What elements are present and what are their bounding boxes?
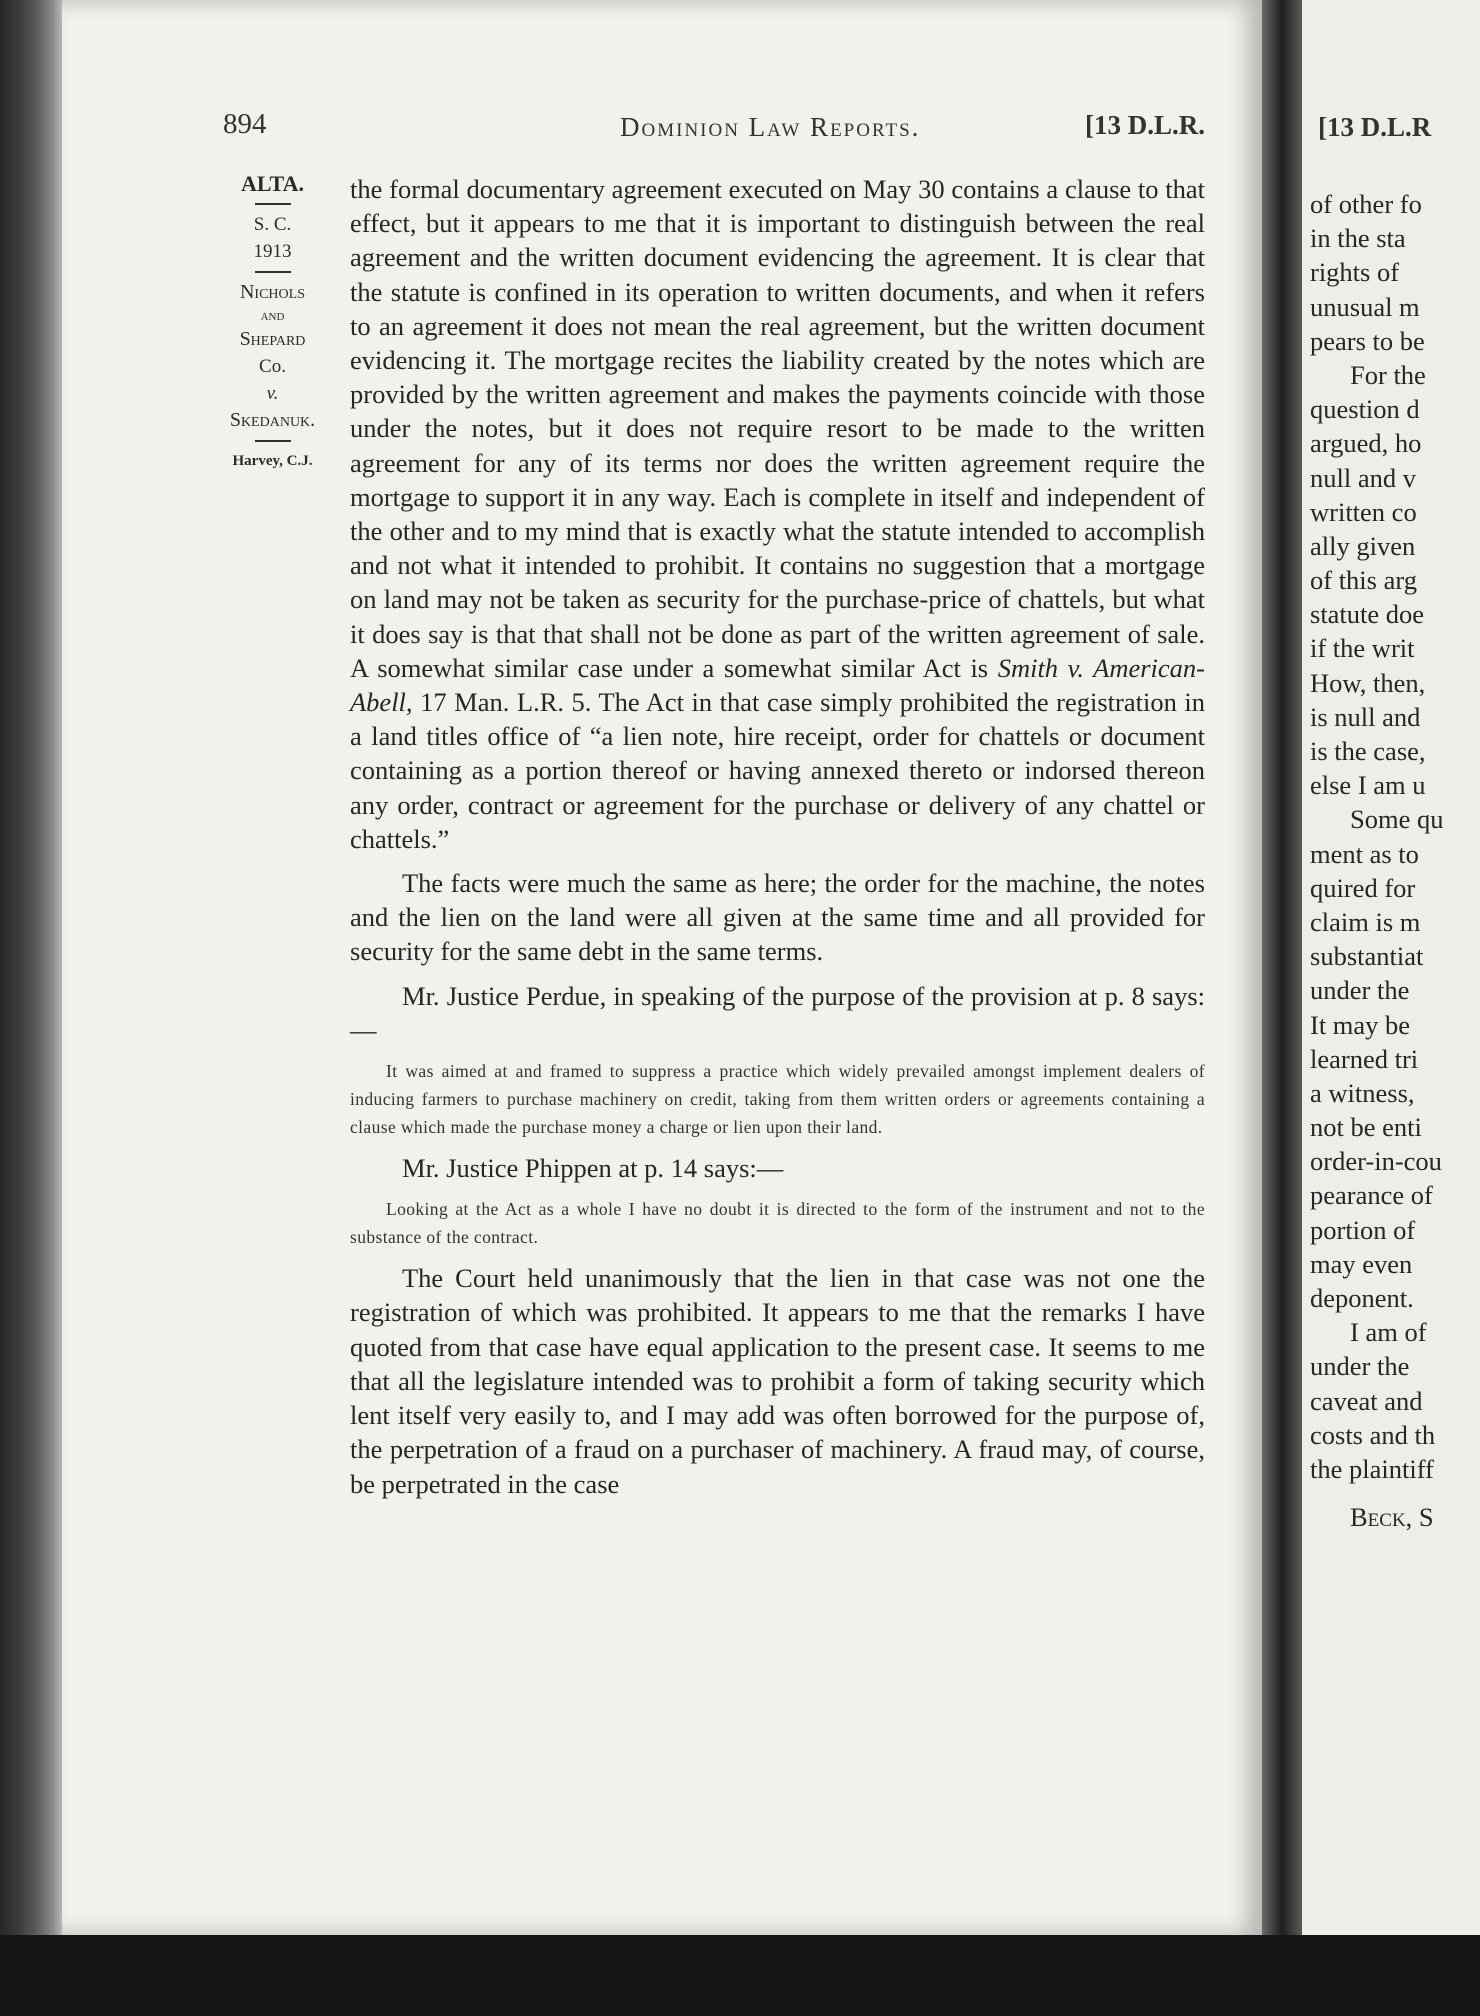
right-line: if the writ bbox=[1310, 633, 1415, 664]
right-page-header: [13 D.L.R bbox=[1318, 112, 1432, 142]
right-line: caveat and bbox=[1310, 1385, 1423, 1416]
right-line: written co bbox=[1310, 496, 1417, 527]
right-line: ally given bbox=[1310, 530, 1416, 561]
party-name: Nichols bbox=[239, 281, 305, 303]
party-name: Skedanuk. bbox=[229, 409, 316, 431]
paragraph: Mr. Justice Perdue, in speaking of the purpose of the provision at p. 8 says:— bbox=[350, 980, 1205, 1045]
block-quote: Looking at the Act as a whole I have no doubt it is directed to the form of the instrument and not to the substance of the contract. bbox=[350, 1199, 1205, 1248]
court: S. C. bbox=[253, 214, 292, 235]
province: ALTA. bbox=[241, 171, 304, 196]
right-line: of this arg bbox=[1310, 565, 1417, 596]
right-line: For the bbox=[1350, 359, 1426, 390]
versus: v. bbox=[266, 383, 279, 404]
right-page bbox=[1302, 0, 1480, 1935]
paragraph bbox=[350, 172, 1205, 856]
paragraph-text: the formal documentary agreement executed on May 30 contains a clause to that effect, but it appears to me that it is important to distinguish between the real agreement and the written document evidencing the agreement. It is clear that the statute is confined in its operation to written documents, and when it refers to an agreement it does not mean the real agreement, but the written document evidencing it. The mortgage recites the liability created by the notes which are provided by the written agreement and makes the payments coincide with those under the notes, but it does not require resort to be made to the written agreement for any of its terms nor does the written agreement require the mortgage to support it in any way. Each is complete in itself and independent of the other and to my mind that is exactly what the statute intended to accomplish and not what it intended to prohibit. It contains no suggestion that a mortgage on land may not be taken as security for the purchase-price of chattels, but what it does say is that that shall not be done as part of the written agreement of sale. A somewhat similar case under a somewhat similar Act is bbox=[350, 174, 1205, 683]
right-line: ment as to bbox=[1310, 838, 1419, 869]
bottom-shadow bbox=[0, 1935, 1480, 2016]
block-quote: It was aimed at and framed to suppress a practice which widely prevailed amongst implement dealers of inducing farmers to purchase machinery on credit, taking from them written orders or agreements containing a clause which made the purchase money a charge or lien upon their land. bbox=[350, 1061, 1205, 1138]
right-line: Beck, S bbox=[1350, 1502, 1434, 1533]
right-line: portion of bbox=[1310, 1214, 1416, 1245]
right-line: pears to be bbox=[1310, 325, 1425, 356]
right-line: the plaintiff bbox=[1310, 1453, 1434, 1484]
right-line: argued, ho bbox=[1310, 428, 1422, 459]
right-line: It may be bbox=[1310, 1009, 1411, 1040]
running-head: Dominion Law Reports. bbox=[620, 112, 921, 142]
right-line: is the case, bbox=[1310, 736, 1426, 766]
divider bbox=[255, 271, 291, 273]
right-line: How, then, bbox=[1310, 667, 1426, 698]
divider bbox=[255, 203, 291, 205]
margin-note bbox=[205, 170, 340, 475]
page-number: 894 bbox=[223, 108, 267, 140]
right-line: Some qu bbox=[1350, 804, 1444, 835]
party-name: Shepard bbox=[239, 328, 306, 350]
right-line: of other fo bbox=[1310, 189, 1422, 219]
judge-name: Harvey, C.J. bbox=[232, 453, 313, 469]
right-line: a witness, bbox=[1310, 1077, 1415, 1108]
right-line: is null and bbox=[1310, 701, 1421, 732]
right-line: pearance of bbox=[1310, 1180, 1433, 1211]
book-edge bbox=[0, 0, 62, 2016]
right-line: null and v bbox=[1310, 462, 1416, 493]
divider bbox=[255, 440, 291, 442]
paragraph: Mr. Justice Phippen at p. 14 says:— bbox=[402, 1153, 784, 1184]
right-line: may even bbox=[1310, 1248, 1413, 1279]
year: 1913 bbox=[253, 241, 292, 262]
right-line: deponent. bbox=[1310, 1283, 1414, 1313]
body-text bbox=[350, 172, 1205, 1501]
right-line: question d bbox=[1310, 394, 1420, 425]
right-line: else I am u bbox=[1310, 770, 1426, 801]
right-line: not be enti bbox=[1310, 1112, 1422, 1143]
case-citation: Smith v. American-Abell, bbox=[350, 652, 1205, 718]
right-line: costs and th bbox=[1310, 1419, 1436, 1450]
right-line: quired for bbox=[1310, 872, 1416, 903]
party-name: and bbox=[260, 308, 285, 324]
book-gutter bbox=[1262, 0, 1302, 1935]
right-line: I am of bbox=[1350, 1317, 1427, 1348]
right-line: statute doe bbox=[1310, 599, 1425, 630]
right-line: in the sta bbox=[1310, 223, 1406, 254]
right-line: unusual m bbox=[1310, 291, 1420, 322]
volume-reference: [13 D.L.R. bbox=[1085, 110, 1205, 140]
paragraph: The Court held unanimously that the lien in that case was not one the registration of which was prohibited. It appears to me that the remarks I have quoted from that case have equal application to the present case. It seems to me that all the legislature intended was to prohibit a form of taking security which lent itself very easily to, and I may add was often borrowed for the purpose of, the perpetration of a fraud on a purchaser of machinery. A fraud may, of course, be perpetrated in the case bbox=[350, 1263, 1205, 1499]
right-line: substantiat bbox=[1310, 941, 1424, 972]
paragraph: The facts were much the same as here; the order for the machine, the notes and the lien on the land were all given at the same time and all provided for security for the same debt in the same terms. bbox=[350, 868, 1205, 967]
right-line: rights of bbox=[1310, 257, 1400, 288]
right-page-text bbox=[1310, 187, 1444, 1534]
paragraph-text: 17 Man. L.R. 5. The Act in that case simply prohibited the registration in a land titles office of “a lien note, hire receipt, order for chattels or document containing as a portion thereof or having annexed thereto or indorsed thereon any order, contract or agreement for the purchase or delivery of any chattel or chattels.” bbox=[350, 687, 1205, 854]
right-line: under the bbox=[1310, 975, 1410, 1006]
right-line: under the bbox=[1310, 1351, 1410, 1382]
right-line: claim is m bbox=[1310, 906, 1421, 937]
right-line: order-in-cou bbox=[1310, 1146, 1442, 1177]
party-name: Co. bbox=[259, 356, 286, 377]
right-line: learned tri bbox=[1310, 1043, 1419, 1074]
